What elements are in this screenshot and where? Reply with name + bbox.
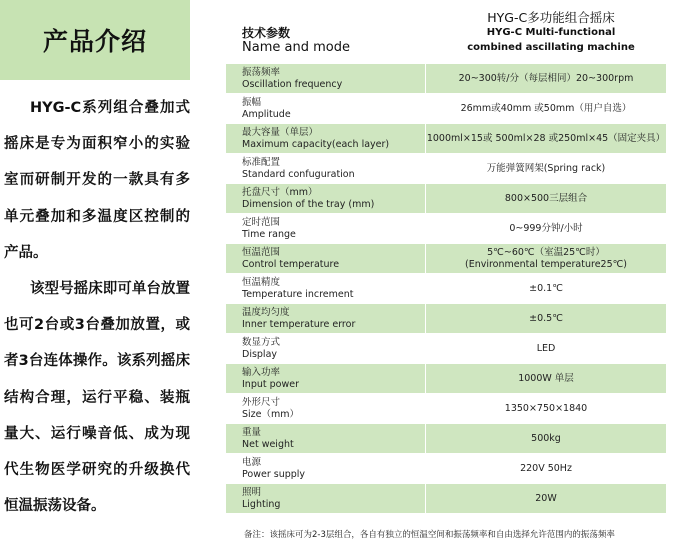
spec-param-cn: 数显方式 <box>242 336 281 348</box>
spec-param-cn: 振幅 <box>242 96 262 108</box>
spec-param-cn: 恒温精度 <box>242 276 281 288</box>
spec-param-cell <box>226 184 426 213</box>
spec-value: 万能弹簧网架(Spring rack) <box>486 162 606 174</box>
spec-row <box>226 364 666 394</box>
spec-value-cell <box>426 364 666 393</box>
spec-value: ±0.1℃ <box>529 282 563 294</box>
spec-value-cell <box>426 184 666 213</box>
spec-param-en: Inner temperature error <box>242 318 356 330</box>
spec-row <box>226 124 666 154</box>
section-title: 产品介绍 <box>42 27 147 56</box>
spec-param-cell <box>226 154 426 183</box>
spec-param-en: Maximum capacity(each layer) <box>242 138 390 150</box>
spec-value: 20~300转/分（每层相同）20~300rpm <box>458 72 634 84</box>
spec-row <box>226 484 666 514</box>
spec-param-cell <box>226 124 426 153</box>
spec-param-en: Standard confuguration <box>242 168 355 180</box>
spec-param-en: Temperature increment <box>242 288 354 300</box>
spec-row <box>226 154 666 184</box>
spec-value-secondary: (Environmental temperature25℃) <box>464 258 628 270</box>
spec-param-cn: 电源 <box>242 456 262 468</box>
header-model-line-1: HYG-C多功能组合摇床 <box>487 10 615 25</box>
spec-row <box>226 244 666 274</box>
spec-value: ±0.5℃ <box>529 312 563 324</box>
spec-param-en: Power supply <box>242 468 306 480</box>
spec-param-cell <box>226 214 426 243</box>
spec-param-cn: 托盘尺寸（mm） <box>242 186 318 198</box>
spec-row <box>226 94 666 124</box>
spec-value: 5℃~60℃（室温25℃时） <box>487 246 605 258</box>
spec-param-cn: 恒温范围 <box>242 246 281 258</box>
spec-param-en: Input power <box>242 378 299 390</box>
spec-row <box>226 64 666 94</box>
spec-value: 500kg <box>531 432 561 444</box>
spec-value-cell <box>426 334 666 363</box>
spec-param-cn: 最大容量（单层） <box>242 126 319 138</box>
spec-value: 26mm或40mm 或50mm（用户自选） <box>460 102 632 114</box>
spec-row <box>226 334 666 364</box>
spec-row <box>226 394 666 424</box>
spec-value-cell <box>426 94 666 123</box>
spec-row <box>226 424 666 454</box>
spec-value-cell <box>426 304 666 333</box>
spec-param-en: Amplitude <box>242 108 291 120</box>
spec-param-cell <box>226 64 426 93</box>
spec-value-cell <box>426 484 666 513</box>
spec-value: 0~999分钟/小时 <box>509 222 583 234</box>
spec-param-en: Size（mm） <box>242 408 300 420</box>
spec-param-cell <box>226 244 426 273</box>
spec-param-cell <box>226 334 426 363</box>
spec-param-cell <box>226 94 426 123</box>
spec-value: 1350×750×1840 <box>504 402 588 414</box>
spec-value-cell <box>426 394 666 423</box>
header-param-en: Name and mode <box>242 40 350 55</box>
spec-table-header <box>226 0 666 62</box>
spec-param-en: Time range <box>242 228 296 240</box>
intro-paragraph-2: 该型号摇床即可单台放置也可2台或3台叠加放置，或者3台连体操作。该系列摇床结构合理，运行平稳、装瓶量大、运行噪音低、成为现代生物医学研究的升级换代恒温振荡设备。 <box>4 281 190 515</box>
spec-row <box>226 184 666 214</box>
spec-param-en: Oscillation frequency <box>242 78 343 90</box>
spec-param-cell <box>226 454 426 483</box>
header-model <box>436 10 666 55</box>
spec-value-cell <box>426 244 666 273</box>
header-param-cn: 技术参数 <box>242 26 291 40</box>
spec-param-cell <box>226 394 426 423</box>
spec-param-cn: 输入功率 <box>242 366 281 378</box>
spec-param-cell <box>226 364 426 393</box>
spec-value: 800×500三层组合 <box>504 192 588 204</box>
spec-value-cell <box>426 64 666 93</box>
intro-paragraph-1: HYG-C系列组合叠加式摇床是专为面积窄小的实验室而研制开发的一款具有多单元叠加和多温度区控制的产品。 <box>4 100 190 261</box>
footnote: 备注：该摇床可为2-3层组合，各自有独立的恒温空间和振荡频率和自由选择允许范围内的振荡频率 <box>244 530 615 540</box>
header-model-line-2: HYG-C Multi-functional <box>486 27 616 38</box>
spec-value: 20W <box>535 492 557 504</box>
spec-value-cell <box>426 214 666 243</box>
intro-text <box>4 90 190 524</box>
header-model-line-3: combined ascillating machine <box>467 42 635 53</box>
spec-param-cn: 定时范围 <box>242 216 281 228</box>
spec-row <box>226 274 666 304</box>
spec-row <box>226 454 666 484</box>
spec-param-en: Display <box>242 348 278 360</box>
spec-row <box>226 304 666 334</box>
product-intro-panel <box>0 0 192 545</box>
spec-table <box>226 64 666 514</box>
spec-param-cn: 照明 <box>242 486 262 498</box>
spec-value-cell <box>426 274 666 303</box>
spec-value: 1000ml×15或 500ml×28 或250ml×45（固定夹具） <box>426 132 666 144</box>
spec-value-cell <box>426 424 666 453</box>
spec-param-en: Net weight <box>242 438 294 450</box>
spec-row <box>226 214 666 244</box>
spec-param-cn: 外形尺寸 <box>242 396 281 408</box>
spec-param-cell <box>226 484 426 513</box>
spec-param-en: Control temperature <box>242 258 340 270</box>
spec-value: LED <box>536 342 556 354</box>
spec-param-en: Lighting <box>242 498 281 510</box>
spec-value: 220V 50Hz <box>520 462 572 474</box>
spec-param-en: Dimension of the tray (mm) <box>242 198 375 210</box>
spec-param-cn: 重量 <box>242 426 262 438</box>
spec-param-cell <box>226 424 426 453</box>
spec-panel <box>226 0 666 545</box>
spec-value-cell <box>426 154 666 183</box>
spec-param-cell <box>226 274 426 303</box>
spec-value-cell <box>426 124 666 153</box>
section-title-banner <box>0 0 190 80</box>
spec-value: 1000W 单层 <box>518 372 574 384</box>
spec-param-cell <box>226 304 426 333</box>
spec-param-cn: 标准配置 <box>242 156 281 168</box>
spec-value-cell <box>426 454 666 483</box>
spec-param-cn: 振荡频率 <box>242 66 281 78</box>
spec-param-cn: 温度均匀度 <box>242 306 290 318</box>
